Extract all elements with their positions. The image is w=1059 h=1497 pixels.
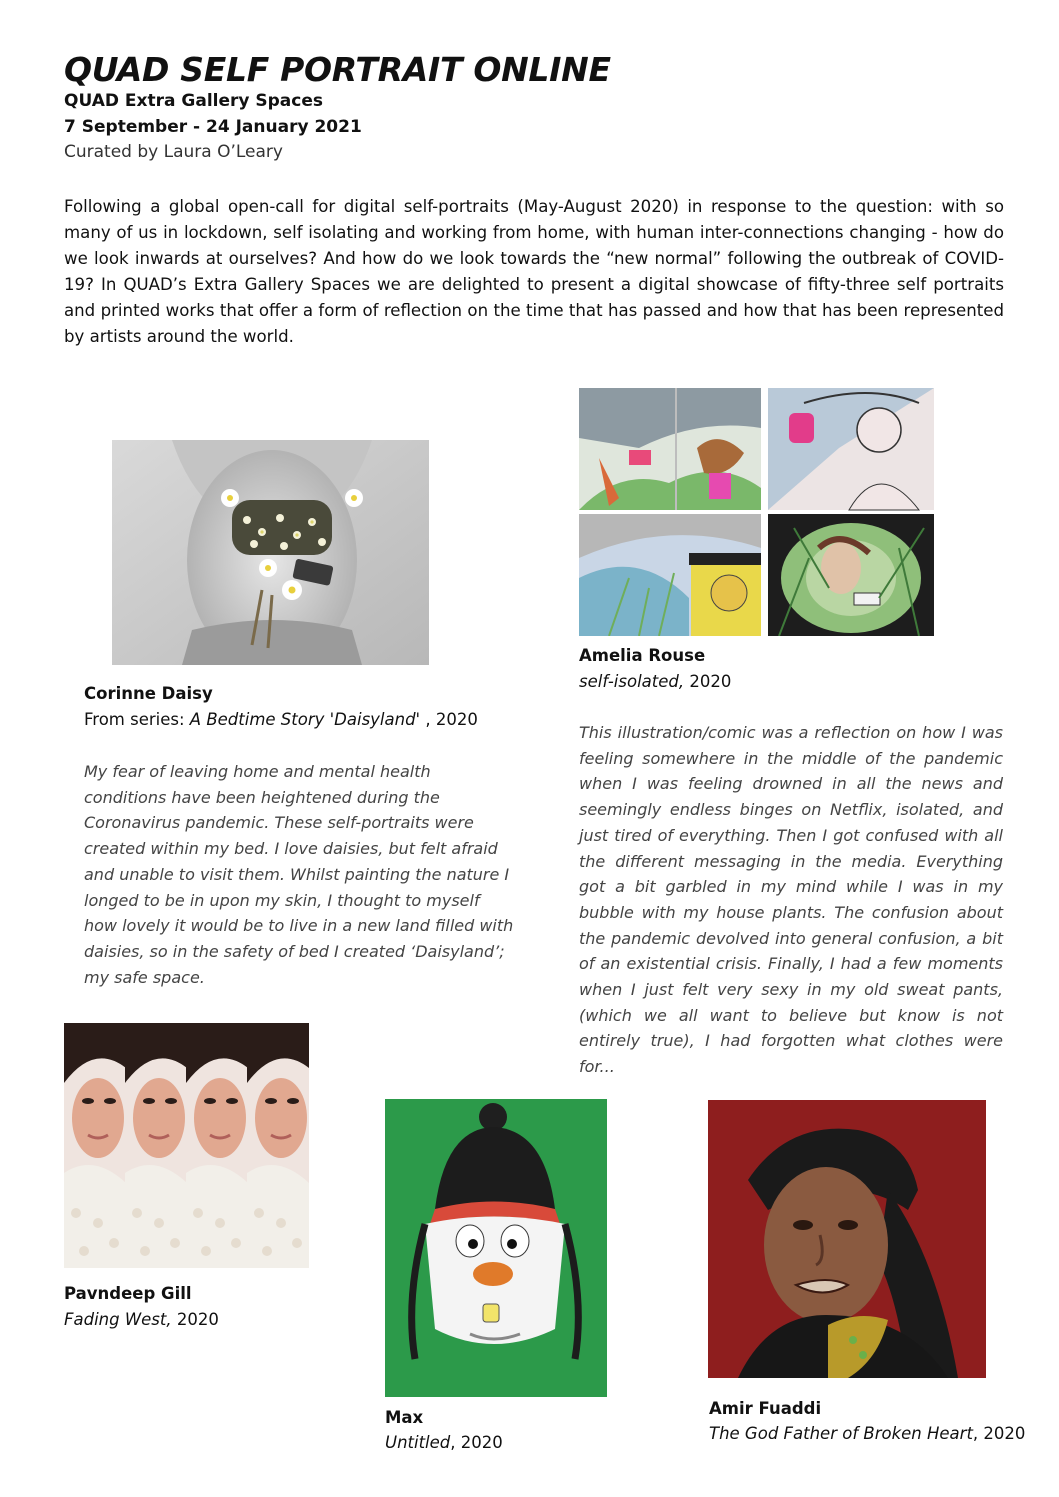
dates: 7 September - 24 January 2021 [64, 117, 362, 137]
pavndeep-gill-title: Fading West, [64, 1310, 172, 1329]
max-artist: Max [385, 1408, 424, 1427]
max-title: Untitled [385, 1433, 451, 1452]
pavndeep-gill-work [64, 1310, 219, 1329]
pavndeep-gill-artist: Pavndeep Gill [64, 1284, 192, 1303]
corinne-daisy-year: , 2020 [420, 710, 478, 729]
pavndeep-gill-artwork [64, 1023, 309, 1268]
amir-fuaddi-year: , 2020 [972, 1424, 1026, 1443]
amelia-rouse-description: This illustration/comic was a reflection on how I was feeling somewhere in the middle of the pandemic when I was feeling drowned in all the news and seemingly endless binges on Netflix, isolated, and just tired of everything. Then I got confused with all the different messaging in the media. Everything got a bit garbled in my mind while I was in my bubble with my house plants. The confusion about the pandemic devolved into general confusion, a bit of an existential crisis. Finally, I had a few moments when I just felt very sexy in my old sweat pants, (which we all want to believe but know is not entirely true), I had forgotten what clothes were for... [579, 723, 1003, 1077]
venue: QUAD Extra Gallery Spaces [64, 91, 324, 111]
corinne-daisy-title: A Bedtime Story 'Daisyland' [189, 710, 421, 729]
max-year: , 2020 [450, 1433, 503, 1452]
corinne-daisy-work [84, 710, 478, 729]
max-work [385, 1433, 503, 1452]
page-title: QUAD SELF PORTRAIT ONLINE [64, 50, 611, 89]
corinne-daisy-description: My fear of leaving home and mental health conditions have been heightened during the Coronavirus pandemic. These self-portraits were created within my bed. I love daisies, but felt afraid and unable to visit them. Whilst painting the nature I longed to be in upon my skin, I thought to myself how lovely it would be to live in a new land filled with daisies, so in the safety of bed I created ‘Daisyland’; my safe space. [84, 762, 514, 987]
amir-fuaddi-title: The God Father of Broken Heart [709, 1424, 973, 1443]
corinne-daisy-artwork [112, 440, 429, 665]
intro-paragraph: Following a global open-call for digital self-portraits (May-August 2020) in response to the question: with so many of us in lockdown, self isolating and working from home, with human inter-connections changing - how do we look inwards at ourselves? And how do we look towards the “new normal” following the outbreak of COVID-19? In QUAD’s Extra Gallery Spaces we are delighted to present a digital showcase of fifty-three self portraits and printed works that offer a form of reflection on the time that has passed and how that has been represented by artists around the world. [64, 197, 1004, 346]
corinne-daisy-artist: Corinne Daisy [84, 684, 213, 703]
amelia-rouse-title: self-isolated, [579, 672, 685, 691]
amelia-rouse-year: 2020 [684, 672, 732, 691]
amelia-rouse-work [579, 672, 731, 691]
amir-fuaddi-artist: Amir Fuaddi [709, 1399, 822, 1418]
amir-fuaddi-artwork [708, 1100, 986, 1378]
corinne-daisy-prefix: From series: [84, 710, 190, 729]
amelia-rouse-artwork [579, 388, 934, 636]
pavndeep-gill-year: 2020 [171, 1310, 219, 1329]
curator-credit: Curated by Laura O’Leary [64, 142, 283, 162]
amelia-rouse-artist: Amelia Rouse [579, 646, 706, 665]
amir-fuaddi-work [709, 1424, 1025, 1443]
max-artwork [385, 1099, 607, 1397]
